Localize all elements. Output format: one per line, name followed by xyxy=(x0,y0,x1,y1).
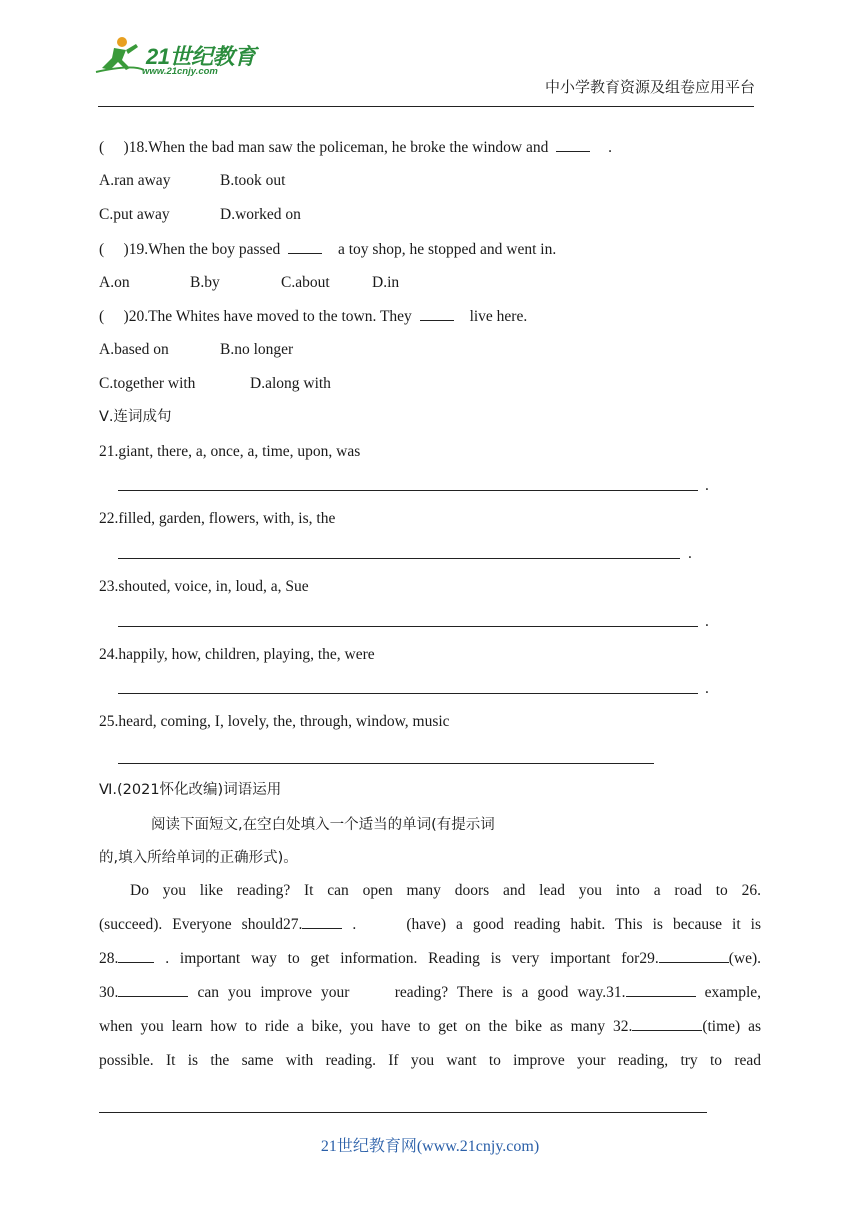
option-b[interactable]: B.no longer xyxy=(220,341,294,358)
option-b[interactable]: B.by xyxy=(190,274,220,291)
passage-line: 30. can you improve your reading? There is a good way.31. example, xyxy=(99,976,761,1010)
answer-blank[interactable] xyxy=(556,137,590,152)
question-20 xyxy=(99,306,527,327)
option-d[interactable]: D.worked on xyxy=(220,206,301,223)
sentence-item-21: 21.giant, there, a, once, a, time, upon, was xyxy=(99,443,361,460)
answer-line-25[interactable] xyxy=(118,763,654,764)
question-stem: 18.When the bad man saw the policeman, he broke the window and xyxy=(128,139,549,156)
answer-paren: ( ) xyxy=(99,241,129,258)
blank-31[interactable] xyxy=(626,981,696,997)
option-a[interactable]: A.based on xyxy=(99,341,169,358)
answer-blank[interactable] xyxy=(420,306,454,321)
section-6-instruction-cont: 的,填入所给单词的正确形式)。 xyxy=(99,850,298,866)
options-18-row2 xyxy=(99,205,301,225)
options-18-row1 xyxy=(99,171,285,191)
header-divider xyxy=(98,106,754,107)
answer-paren: ( ) xyxy=(99,308,129,325)
options-19 xyxy=(99,273,399,293)
option-c[interactable]: C.about xyxy=(281,274,330,291)
section-5-title: Ⅴ.连词成句 xyxy=(99,409,172,425)
blank-32[interactable] xyxy=(632,1015,702,1031)
footer-text: 21世纪教育网(www.21cnjy.com) xyxy=(320,1138,540,1155)
question-stem: 20.The Whites have moved to the town. They xyxy=(128,308,412,325)
passage-line: 28. . important way to get information. Reading is very important for29. (we). xyxy=(99,942,761,976)
logo-text: 21世纪教育 xyxy=(146,44,256,69)
blank-29[interactable] xyxy=(659,947,729,963)
period: . xyxy=(688,545,692,562)
passage-line: when you learn how to ride a bike, you have to get on the bike as many 32. (time) as xyxy=(99,1010,761,1044)
blank-28[interactable] xyxy=(118,947,154,963)
cloze-passage xyxy=(99,874,761,1078)
answer-blank[interactable] xyxy=(288,239,322,254)
period: . xyxy=(705,680,709,697)
passage-line: (succeed). Everyone should27. . (have) a good reading habit. This is because it is xyxy=(99,908,761,942)
period: . xyxy=(705,477,709,494)
platform-title: 中小学教育资源及组卷应用平台 xyxy=(544,78,755,96)
answer-line-23[interactable] xyxy=(118,626,698,627)
question-stem: 19.When the boy passed xyxy=(128,241,281,258)
answer-line-22[interactable] xyxy=(118,558,680,559)
option-c[interactable]: C.together with xyxy=(99,375,196,392)
options-20-row2 xyxy=(99,374,331,394)
option-d[interactable]: D.in xyxy=(372,274,400,291)
sentence-item-22: 22.filled, garden, flowers, with, is, the xyxy=(99,510,336,527)
answer-paren: ( ) xyxy=(99,139,129,156)
sentence-item-23: 23.shouted, voice, in, loud, a, Sue xyxy=(99,578,309,595)
question-18: ( )18.When the bad man saw the policeman, he broke the window and . xyxy=(99,139,612,156)
footer-divider xyxy=(99,1112,707,1113)
answer-line-24[interactable] xyxy=(118,693,698,694)
period: . xyxy=(705,613,709,630)
sentence-item-24: 24.happily, how, children, playing, the, were xyxy=(99,646,375,663)
section-6-title: Ⅵ.(2021怀化改编)词语运用 xyxy=(99,782,282,798)
question-stem-rest: live here. xyxy=(469,308,528,325)
question-19 xyxy=(99,239,556,260)
option-c[interactable]: C.put away xyxy=(99,206,170,223)
option-a[interactable]: A.on xyxy=(99,274,130,291)
sentence-item-25: 25.heard, coming, I, lovely, the, through, window, music xyxy=(99,713,450,730)
passage-line: Do you like reading? It can open many doors and lead you into a road to 26. xyxy=(130,882,761,899)
passage-line: possible. It is the same with reading. If you want to improve your reading, try to read xyxy=(99,1052,761,1069)
logo-url: www.21cnjy.com xyxy=(142,66,218,77)
options-20-row1 xyxy=(99,340,293,360)
option-b[interactable]: B.took out xyxy=(220,172,286,189)
option-d[interactable]: D.along with xyxy=(250,375,331,392)
section-6-instruction: 阅读下面短文,在空白处填入一个适当的单词(有提示词 xyxy=(151,817,495,833)
answer-line-21[interactable] xyxy=(118,490,698,491)
question-stem-rest: a toy shop, he stopped and went in. xyxy=(337,241,557,258)
option-a[interactable]: A.ran away xyxy=(99,172,171,189)
blank-27[interactable] xyxy=(302,913,342,929)
blank-30[interactable] xyxy=(118,981,188,997)
